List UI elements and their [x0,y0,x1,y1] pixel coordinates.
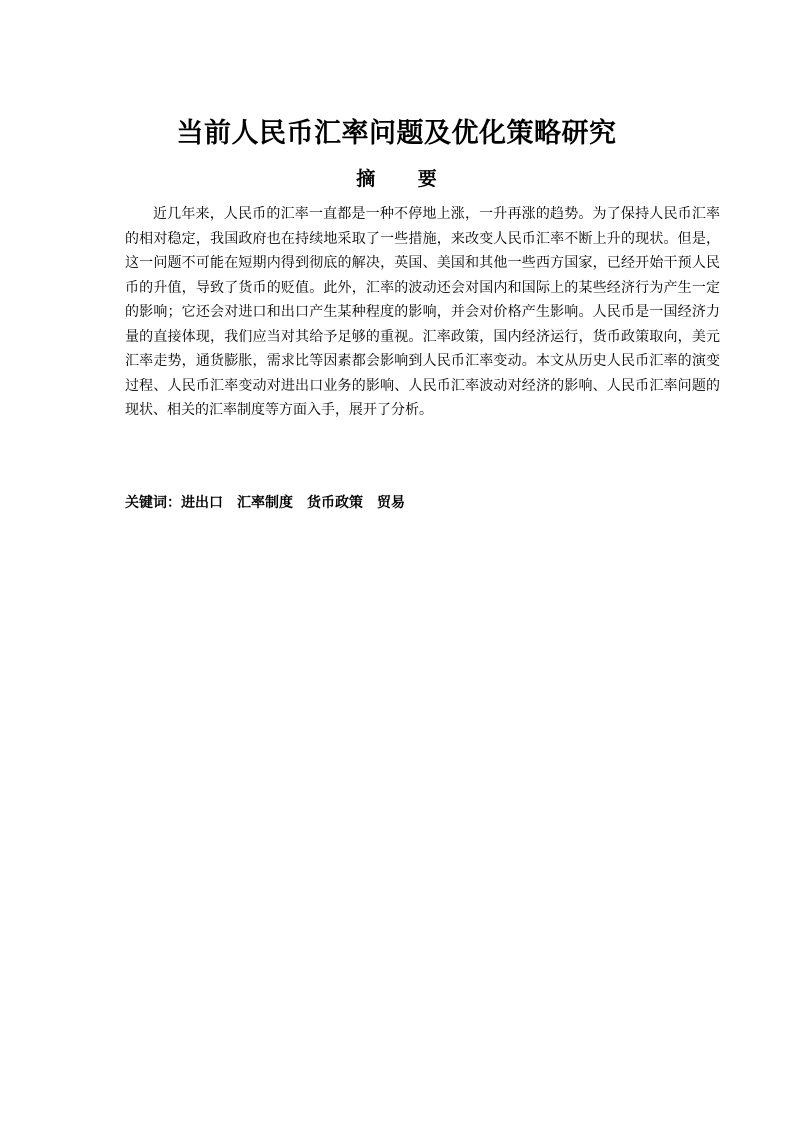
keyword: 汇率制度 [237,495,293,511]
keyword: 进出口 [181,495,223,511]
abstract-text: 近几年来，人民币的汇率一直都是一种不停地上涨，一升再涨的趋势。为了保持人民币汇率的相对稳定，我国政府也在持续地采取了一些措施，来改变人民币汇率不断上升的现状。但是，这一问题不可能在短期内得到彻底的解决，英国、美国和其他一些西方国家，已经开始干预人民币的升值，导致了货币的贬值。此外，汇率的波动还会对国内和国际上的某些经济行为产生一定的影响；它还会对进口和出口产生某种程度的影响，并会对价格产生影响。人民币是一国经济力量的直接体现，我们应当对其给予足够的重视。汇率政策，国内经济运行，货币政策取向，美元汇率走势，通货膨胀，需求比等因素都会影响到人民币汇率变动。本文从历史人民币汇率的演变过程、人民币汇率变动对进出口业务的影响、人民币汇率波动对经济的影响、人民币汇率问题的现状、相关的汇率制度等方面入手，展开了分析。 [125,206,720,418]
abstract-heading: 摘 要 [356,168,455,190]
keywords-label: 关键词： [125,495,181,511]
keyword: 货币政策 [307,495,363,511]
keywords-line [125,491,720,515]
paper-title: 当前人民币汇率问题及优化策略研究 [176,118,617,149]
keyword: 贸易 [377,495,405,511]
